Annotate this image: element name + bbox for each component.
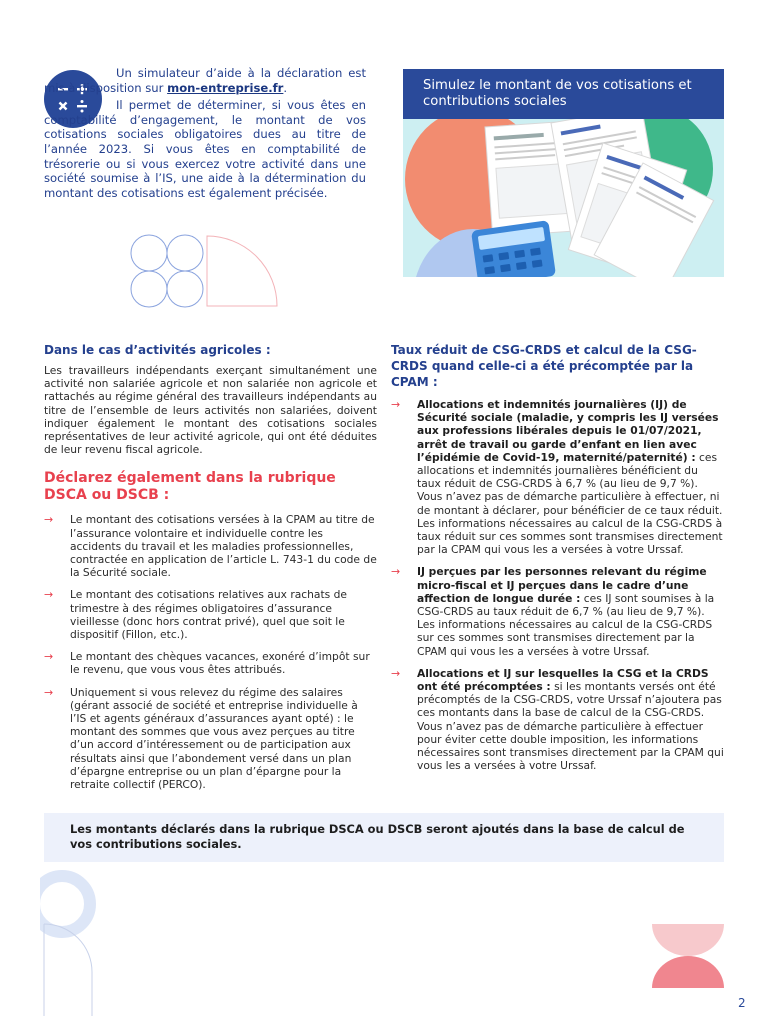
csg-heading: Taux réduit de CSG-CRDS et calcul de la CSG-CRDS quand celle-ci a été précomptée par la CPAM : — [391, 343, 697, 389]
simulator-card[interactable] — [403, 69, 724, 277]
decorative-ring-shape — [40, 856, 100, 1016]
arrow-right-icon: → — [391, 398, 401, 411]
mon-entreprise-link[interactable]: mon-entreprise.fr — [167, 80, 284, 95]
left-column — [44, 342, 377, 800]
csg-list — [391, 398, 724, 772]
list-item: → Uniquement si vous relevez du régime des salaires (gérant associé de société et entreprise individuelle à l’IS et agents généraux d’assurances ayant opté) : le montant des sommes que vous avez perçues au titre d’un accord d’intéressement ou de participation aux résultats ainsi que l’abondement versé dans un plan d’épargne entreprise ou un plan d’épargne pour la retraite collectif (PERCO). — [44, 685, 358, 792]
list-item: → Le montant des cotisations versées à la CPAM au titre de l’assurance volontaire et individuelle contre les accidents du travail et les maladies professionnelles, contractée en application de l’article L. 743-1 du code de la Sécurité sociale. — [44, 513, 377, 580]
dsca-heading: Déclarez également dans la rubrique DSCA ou DSCB : — [44, 470, 336, 504]
right-column — [391, 342, 724, 781]
arrow-right-icon: → — [391, 666, 401, 680]
list-item: → Allocations et IJ sur lesquelles la CSG et la CRDS ont été précomptées : si les montants versés ont été précomptés de la CSG-CRDS, votre Urssaf n’ajoutera pas ces montants dans la base de calcul de la CSG-CRDS. Vous n’avez pas de démarche particulière à effectuer pour éviter cette double imposition, les informations nécessaires sont transmises directement par la CPAM qui vous les a versées à votre Urssaf. — [391, 666, 724, 773]
list-item: → Le montant des chèques vacances, exonéré d’impôt sur le revenu, que vous vous êtes attribués. — [44, 650, 370, 677]
agri-text: Les travailleurs indépendants exerçant simultanément une activité non salariée agricole et non salariée non agricole et rattachés au régime général des travailleurs indépendants au titre de l’ensemble de leurs activités non salariées, doivent indiquer également le montant des cotisations sociales représentatives de leur activité agricole, qui ont été déduites de leur revenu fiscal agricole. — [44, 364, 377, 457]
agri-heading: Dans le cas d’activités agricoles : — [44, 343, 271, 357]
arrow-right-icon: → — [391, 565, 401, 579]
intro-text — [44, 66, 366, 203]
arrow-right-icon: → — [44, 513, 54, 527]
list-item: → Allocations et indemnités journalières (IJ) de Sécurité sociale (maladie, y compris les IJ versées aux professions libérales depuis le 01/07/2021, arrêt de travail ou garde d’enfant en lien avec l’épidémie de Covid-19, maternité/paternité) : ces allocations et indemnités journalières bénéficient du taux réduit de CSG-CRDS à 6,7 % (au lieu de 9,7 %). Vous n’avez pas de démarche particulière à effectuer, ni de montant à déclarer, pour bénéficier de ce taux réduit. Les informations nécessaires au calcul de la CSG-CRDS à taux réduit sur ces sommes sont transmises directement par la CPAM qui vous les a versées à votre Urssaf. — [391, 398, 723, 557]
dsca-list — [44, 513, 377, 791]
intro-paragraph-2: Il permet de déterminer, si vous êtes en comptabilité d’engagement, le montant de vos cotisations sociales obligatoires dues au titre de l’année 2023. Si vous êtes en comptabilité de trésorerie ou si vous exercez votre activité dans une société soumise à l’IS, une aide à la détermination du montant des cotisations est également précisée. — [44, 98, 366, 200]
decorative-circles — [130, 234, 280, 310]
arrow-right-icon: → — [44, 650, 54, 664]
list-item: → IJ perçues par les personnes relevant du régime micro-fiscal et IJ perçues dans le cadre d’une affection de longue durée : ces IJ sont soumises à la CSG-CRDS au taux réduit de 6,7 % (au lieu de 9,7 %). Les informations nécessaires au calcul de la CSG-CRDS sur ces sommes sont transmises directement par la CPAM qui vous les a versées à votre Urssaf. — [391, 565, 715, 658]
intro-paragraph-1: Un simulateur d’aide à la déclaration est mis à disposition sur mon-entreprise.fr. — [44, 66, 366, 95]
note-box: Les montants déclarés dans la rubrique DSCA ou DSCB seront ajoutés dans la base de calcul de vos contributions sociales. — [44, 813, 724, 862]
documents-calculator-illustration — [403, 119, 724, 277]
simulator-card-title: Simulez le montant de vos cotisations et contributions sociales — [403, 69, 724, 119]
arrow-right-icon: → — [44, 685, 54, 699]
decorative-half-circles — [650, 922, 726, 990]
list-item: → Le montant des cotisations relatives aux rachats de trimestre à des régimes obligatoires d’assurance vieillesse (donc hors contrat privé), quel que soit le dispositif (Fillon, etc.). — [44, 588, 347, 642]
arrow-right-icon: → — [44, 588, 54, 602]
page-number: 2 — [738, 996, 746, 1010]
